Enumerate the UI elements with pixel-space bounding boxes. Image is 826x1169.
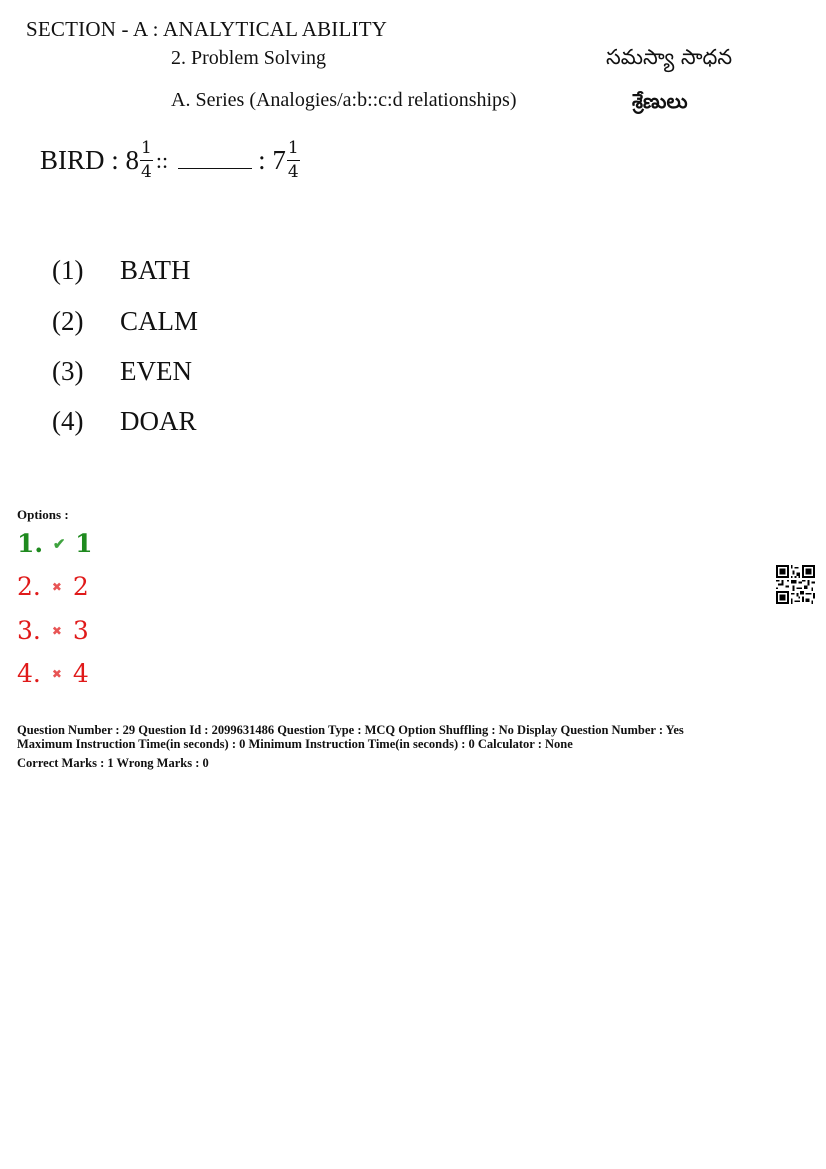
option-index: 4. [17,659,41,688]
question-rhs-fraction [287,140,300,181]
answer-choice [52,255,191,286]
question-meta-line2: Maximum Instruction Time(in seconds) : 0 Minimum Instruction Time(in seconds) : 0 Calculator : None [17,737,573,751]
choice-text: EVEN [120,356,192,386]
option-value: 1 [75,529,93,558]
choice-number: (2) [52,306,84,336]
options-label: Options : [17,507,69,522]
question-lhs-fraction [140,140,153,181]
choice-text: BATH [120,255,191,285]
fraction-denominator: 4 [287,162,299,182]
question-meta-line1: Question Number : 29 Question Id : 2099631486 Question Type : MCQ Option Shuffling : No Display Question Number : Yes [17,723,684,737]
option-wrong [17,616,89,645]
section-title: SECTION - A : ANALYTICAL ABILITY [26,17,388,41]
answer-choice [52,356,192,387]
option-index: 1. [17,529,44,558]
fraction-numerator: 1 [140,140,153,161]
cross-icon: ✖ [51,579,62,594]
choice-text: CALM [120,306,199,336]
option-index: 3. [17,616,41,645]
option-value: 2 [72,572,89,601]
question-rhs: : 7 [258,145,286,175]
choice-number: (1) [52,255,84,285]
question-text [40,140,303,181]
choice-number: (3) [52,356,84,386]
question-lhs: BIRD : 8 [40,145,140,175]
option-index: 2. [17,572,41,601]
choice-number: (4) [52,406,84,436]
check-icon: ✔ [52,534,66,553]
series-heading-telugu: శ్రేణులు [632,89,688,113]
choice-text: DOAR [120,406,197,436]
qr-code-icon [776,565,815,604]
answer-choice [52,406,197,437]
answer-choice [52,306,198,337]
answer-blank [178,168,252,169]
option-value: 4 [72,659,89,688]
option-correct [17,529,93,558]
analogy-separator: :: [155,147,169,173]
sub-topic-telugu: సమస్యా సాధన [606,45,733,69]
series-heading: A. Series (Analogies/a:b::c:d relationships) [171,89,517,111]
option-wrong [17,659,89,688]
cross-icon: ✖ [51,666,62,681]
option-value: 3 [72,616,89,645]
sub-topic: 2. Problem Solving [171,47,327,69]
fraction-numerator: 1 [287,140,300,161]
cross-icon: ✖ [51,623,62,638]
question-marks: Correct Marks : 1 Wrong Marks : 0 [17,756,209,770]
option-wrong [17,572,89,601]
fraction-denominator: 4 [141,162,152,182]
